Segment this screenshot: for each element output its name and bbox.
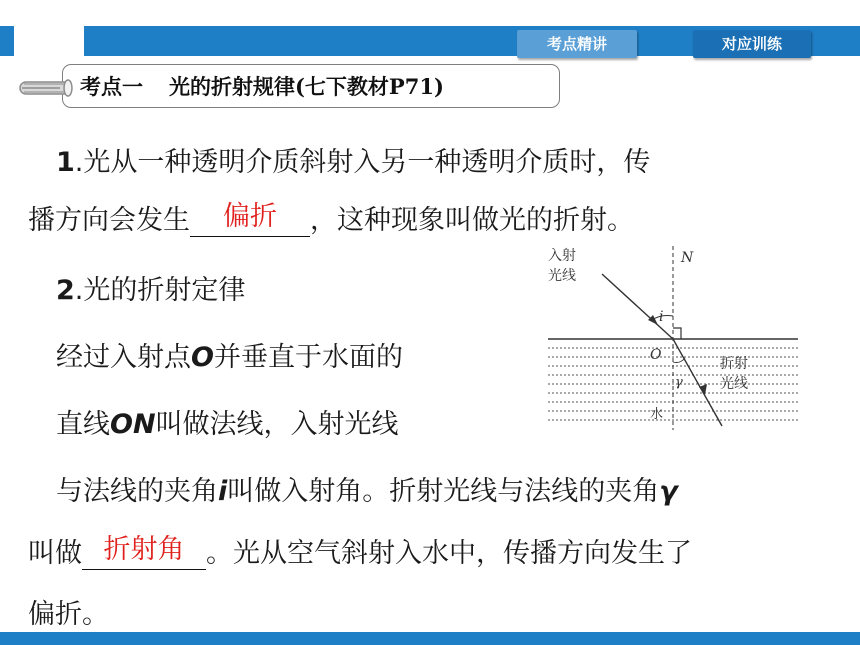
right-angle-mark xyxy=(673,328,681,339)
paragraph-1-line-1: 1.光从一种透明介质斜射入另一种透明介质时，传 xyxy=(56,147,651,178)
heading-topic: 考点一 xyxy=(80,74,143,99)
paragraph-2-line-1: 经过入射点O并垂直于水面的 xyxy=(56,342,403,373)
refraction-diagram xyxy=(540,240,802,435)
angle-i-label: i xyxy=(659,309,664,325)
heading-title: 光的折射规律(七下教材P71) xyxy=(169,74,444,99)
answer-blank-2 xyxy=(82,534,206,570)
item-number-1: 1 xyxy=(56,147,75,178)
tab-key-points[interactable]: 考点精讲 xyxy=(517,30,637,58)
paragraph-1-line-2: 播方向会发生 偏折 ，这种现象叫做光的折射。 xyxy=(28,201,634,236)
water-label: 水 xyxy=(650,407,664,422)
incident-ray xyxy=(602,274,673,339)
angle-gamma-label: γ xyxy=(675,375,683,390)
answer-refraction-angle: 折射角 xyxy=(103,534,185,565)
paragraph-2-line-5: 偏折。 xyxy=(28,599,109,630)
incident-label-1: 入射 xyxy=(548,248,576,264)
paragraph-2-line-2: 直线ON叫做法线，入射光线 xyxy=(56,409,399,440)
angle-i: i xyxy=(218,476,228,507)
answer-blank-1 xyxy=(190,201,310,237)
paragraph-2-line-4: 叫做 折射角 。光从空气斜射入水中，传播方向发生了 xyxy=(28,534,692,569)
paragraph-2-line-3: 与法线的夹角i叫做入射角。折射光线与法线的夹角γ xyxy=(56,476,678,507)
refracted-label-1: 折射 xyxy=(720,356,748,372)
scroll-icon xyxy=(14,71,74,105)
paragraph-1-text: 光从一种透明介质斜射入另一种透明介质时，传 xyxy=(83,147,651,178)
header-accent-left xyxy=(0,26,14,56)
item-number-2: 2 xyxy=(56,275,75,306)
paragraph-2-title: 2.光的折射定律 xyxy=(56,275,246,306)
answer-deflect: 偏折 xyxy=(223,201,277,232)
normal-label: N xyxy=(681,250,694,266)
footer-bar xyxy=(0,632,860,645)
refracted-label-2: 光线 xyxy=(720,376,748,392)
line-on: ON xyxy=(110,409,156,440)
section-heading xyxy=(80,70,444,104)
incident-label-2: 光线 xyxy=(548,268,576,284)
angle-gamma: γ xyxy=(659,476,678,507)
point-o-label: O xyxy=(650,347,662,363)
incident-arrow xyxy=(648,315,658,325)
point-o: O xyxy=(191,342,214,373)
tab-practice[interactable]: 对应训练 xyxy=(693,30,811,58)
